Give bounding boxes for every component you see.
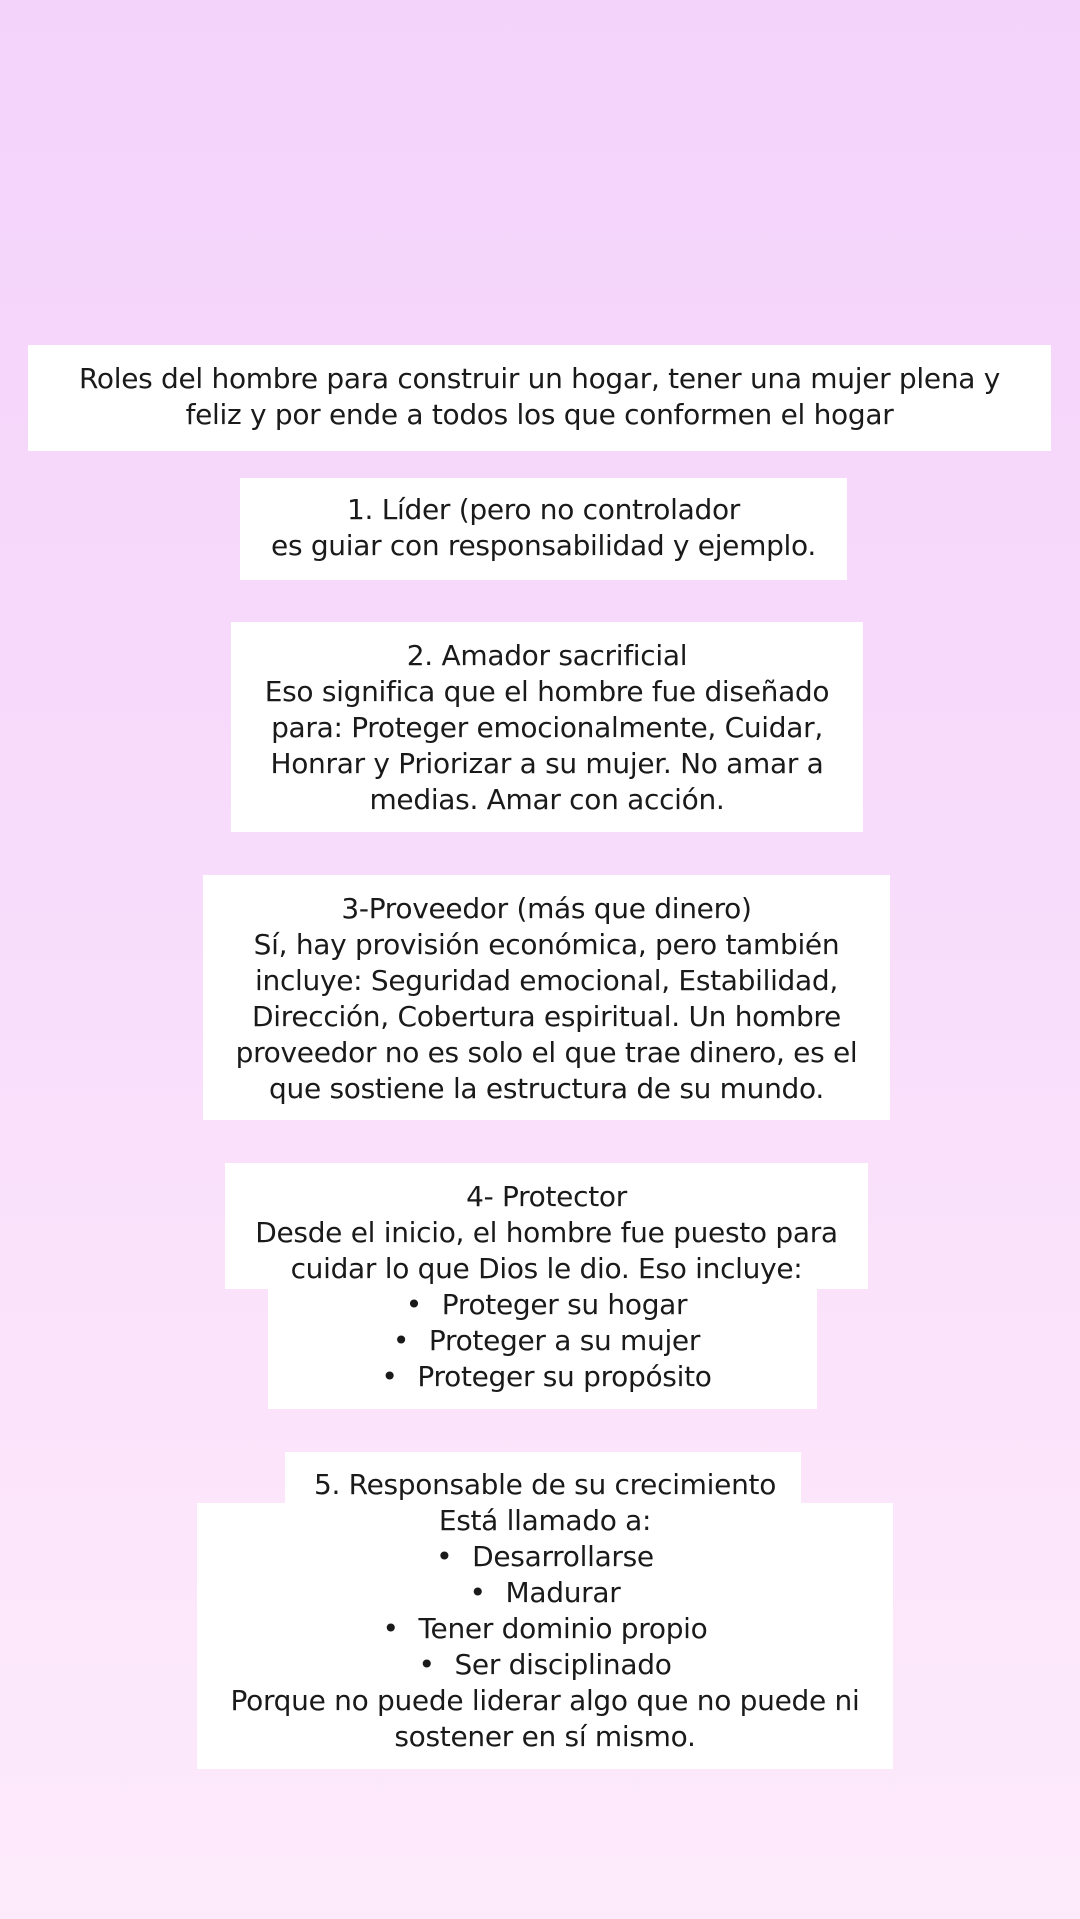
bullet-icon: • [436,1540,453,1573]
role-4-text-line: Desde el inicio, el hombre fue puesto para [255,1216,838,1249]
list-item-text: Tener dominio propio [418,1612,708,1645]
role-2-heading: 2. Amador sacrificial [406,639,688,672]
role-2-card [231,622,863,832]
role-3-text-line: Dirección, Cobertura espiritual. Un hombre [252,1000,841,1033]
bullet-icon: • [405,1288,422,1321]
list-item [197,1575,893,1611]
list-item-text: Proteger a su mujer [428,1324,701,1357]
list-item [225,1287,868,1323]
role-3-text-line: incluye: Seguridad emocional, Estabilidad, [255,964,838,997]
bullet-icon: • [469,1576,486,1609]
role-2-text-line: Honrar y Priorizar a su mujer. No amar a [270,747,824,780]
role-3-text-line: que sostiene la estructura de su mundo. [269,1072,824,1105]
role-5-closing-line: Porque no puede liderar algo que no puede ni [230,1684,860,1717]
bullet-icon: • [381,1360,398,1393]
role-2-text-line: para: Proteger emocionalmente, Cuidar, [271,711,823,744]
role-3-text-line: Sí, hay provisión económica, pero también [253,928,840,961]
bullet-icon: • [382,1612,399,1645]
role-5-heading: 5. Responsable de su crecimiento [313,1468,777,1501]
role-4-text-line: cuidar lo que Dios le dio. Eso incluye: [290,1252,803,1285]
role-3-text-line: proveedor no es solo el que trae dinero, es el [235,1036,858,1069]
title-card [28,345,1051,451]
role-2-text-line: Eso significa que el hombre fue diseñado [264,675,830,708]
role-3-card [203,875,890,1120]
list-item [197,1647,893,1683]
role-2-text-line: medias. Amar con acción. [369,783,725,816]
role-5-closing-line: sostener en sí mismo. [394,1720,696,1753]
role-1-text: es guiar con responsabilidad y ejemplo. [271,529,816,562]
list-item-text: Madurar [505,1576,621,1609]
list-item [197,1611,893,1647]
list-item [197,1539,893,1575]
role-5-content [197,1467,893,1755]
title-line-1: Roles del hombre para construir un hogar, tener una mujer plena y [79,362,1000,395]
role-4-heading: 4- Protector [466,1180,627,1213]
role-4-content [225,1179,868,1395]
role-3-heading: 3-Proveedor (más que dinero) [341,892,752,925]
bullet-icon: • [418,1648,435,1681]
bullet-icon: • [392,1324,410,1357]
role-5-intro: Está llamado a: [438,1504,652,1537]
list-item-text: Proteger su propósito [417,1360,712,1393]
role-1-card [240,478,847,580]
role-1-heading: 1. Líder (pero no controlador [347,493,740,526]
list-item [225,1359,868,1395]
list-item-text: Ser disciplinado [454,1648,672,1681]
list-item [225,1323,868,1359]
list-item-text: Proteger su hogar [441,1288,688,1321]
list-item-text: Desarrollarse [472,1540,654,1573]
title-line-2: feliz y por ende a todos los que conformen el hogar [185,398,894,431]
